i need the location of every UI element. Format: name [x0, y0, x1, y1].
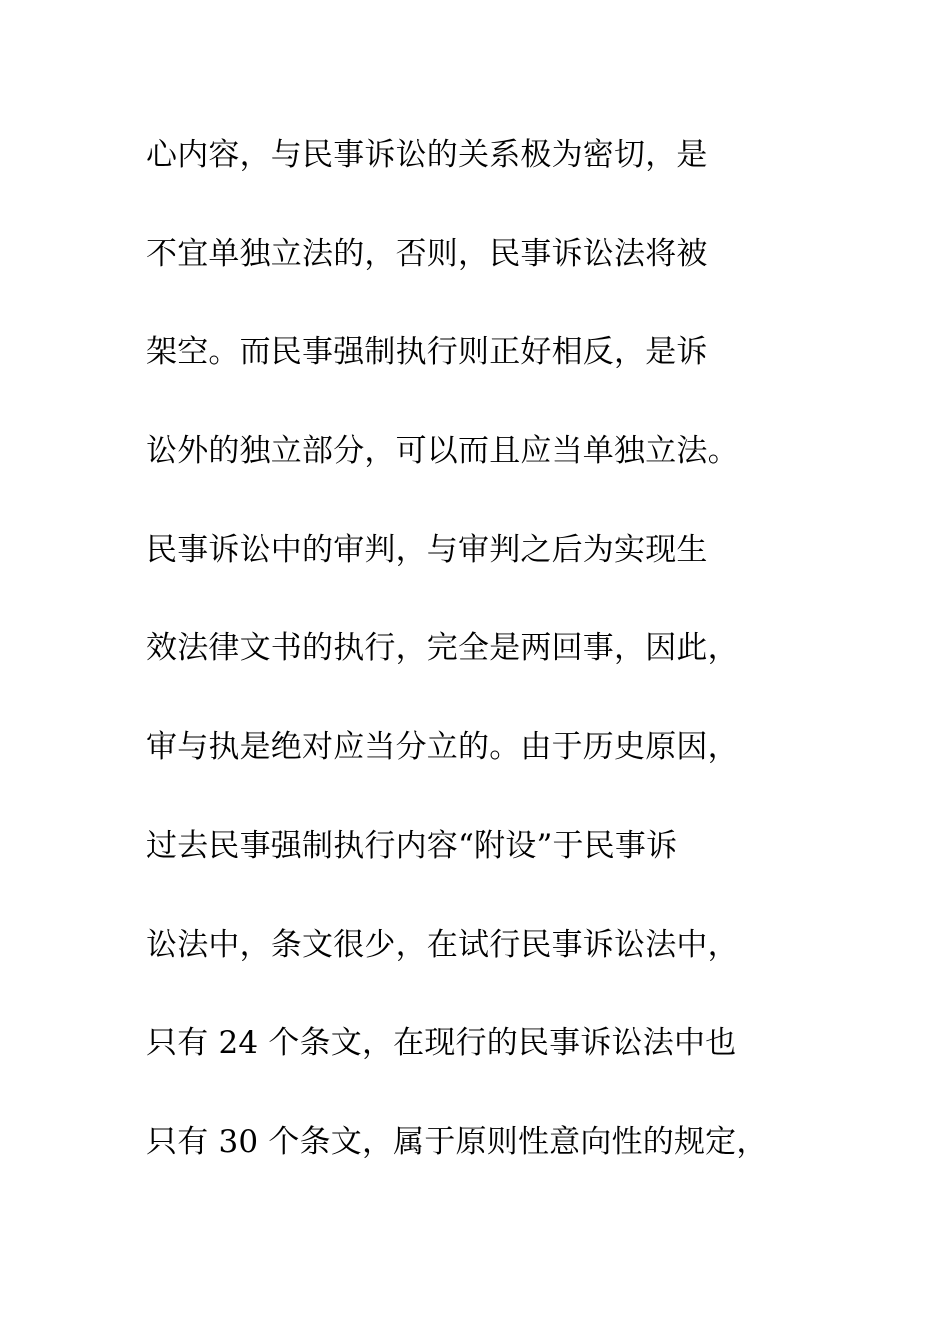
text-line-7: 审与执是绝对应当分立的。由于历史原因，: [146, 729, 739, 766]
text-line-5: 民事诉讼中的审判，与审判之后为实现生: [146, 531, 708, 568]
text-line-3: 架空。而民事强制执行则正好相反，是诉: [146, 334, 708, 371]
text-line-6: 效法律文书的执行，完全是两回事，因此，: [146, 630, 739, 667]
text-line-2: 不宜单独立法的，否则，民事诉讼法将被: [146, 235, 708, 272]
text-line-11: 只有 30 个条文，属于原则性意向性的规定，: [146, 1123, 768, 1160]
text-line-9: 讼法中，条文很少，在试行民事诉讼法中，: [146, 926, 739, 963]
text-line-4: 讼外的独立部分，可以而且应当单独立法。: [146, 433, 739, 470]
text-line-8: 过去民事强制执行内容“附设”于民事诉: [146, 827, 678, 864]
body-text: [146, 127, 846, 1213]
text-line-10: 只有 24 个条文，在现行的民事诉讼法中也: [146, 1025, 737, 1062]
text-line-1: 心内容，与民事诉讼的关系极为密切，是: [146, 137, 708, 173]
